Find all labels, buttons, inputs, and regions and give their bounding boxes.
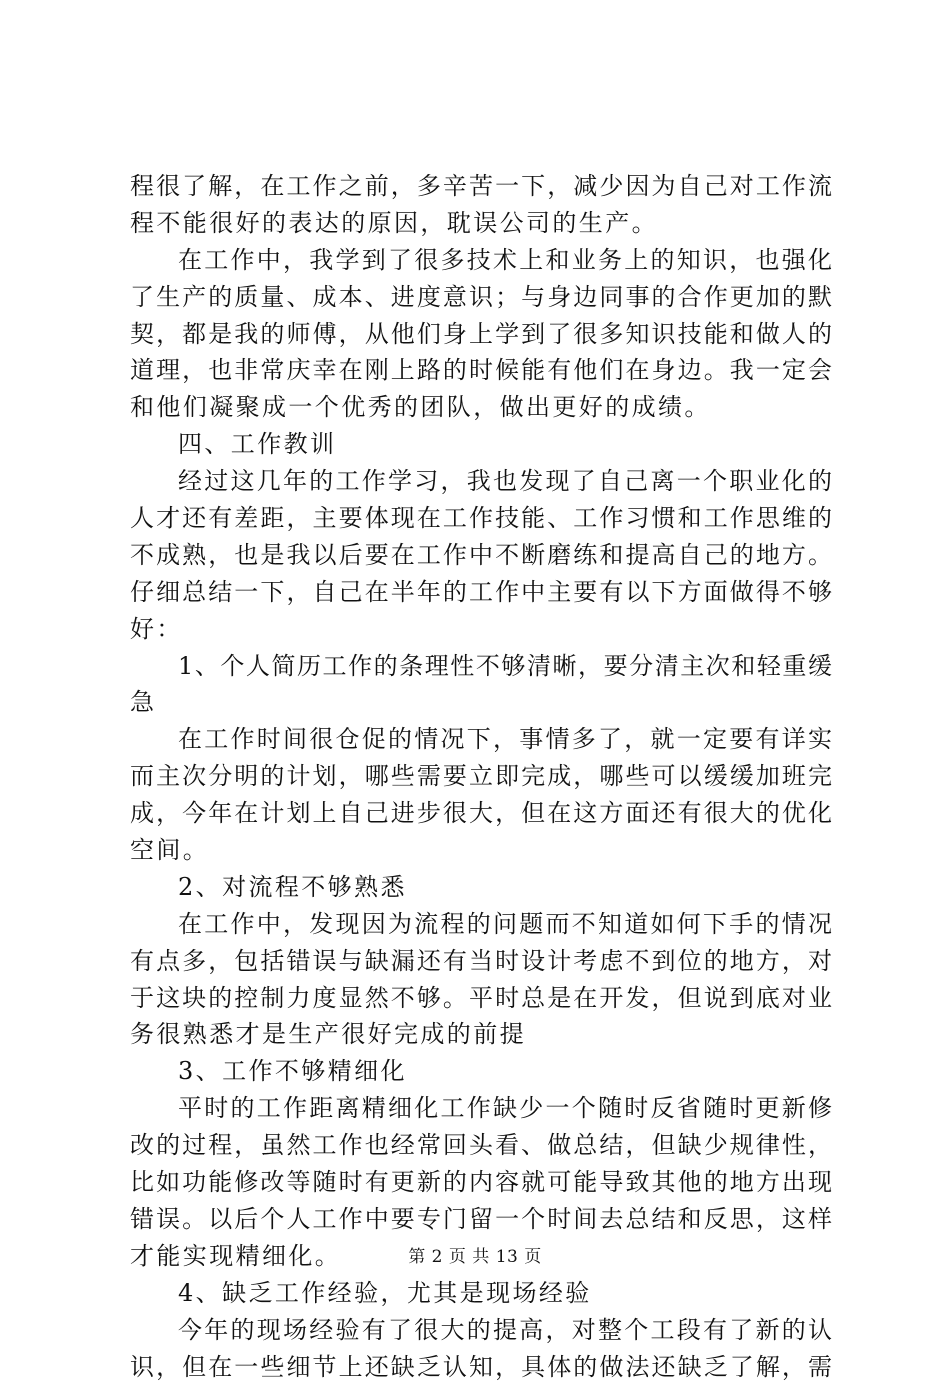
text-line: 程不能很好的表达的原因，耽误公司的生产。 [130,205,832,242]
text-line: 仔细总结一下，自己在半年的工作中主要有以下方面做得不够 [130,574,832,611]
text-line: 务很熟悉才是生产很好完成的前提 [130,1016,832,1053]
text-line: 于这块的控制力度显然不够。平时总是在开发，但说到底对业 [130,980,832,1017]
text-line: 2、对流程不够熟悉 [130,869,832,906]
text-line: 经过这几年的工作学习，我也发现了自己离一个职业化的 [130,463,832,500]
text-line: 不成熟，也是我以后要在工作中不断磨练和提高自己的地方。 [130,537,832,574]
text-line: 道理，也非常庆幸在刚上路的时候能有他们在身边。我一定会 [130,352,832,389]
text-line: 好： [130,611,832,648]
text-line: 改的过程，虽然工作也经常回头看、做总结，但缺少规律性， [130,1127,832,1164]
text-line: 四、工作教训 [130,426,832,463]
text-line: 比如功能修改等随时有更新的内容就可能导致其他的地方出现 [130,1164,832,1201]
text-line: 和他们凝聚成一个优秀的团队，做出更好的成绩。 [130,389,832,426]
document-body [130,168,832,1385]
text-line: 识，但在一些细节上还缺乏认知，具体的做法还缺乏了解，需 [130,1349,832,1385]
text-line: 在工作中，我学到了很多技术上和业务上的知识，也强化 [130,242,832,279]
text-line: 错误。以后个人工作中要专门留一个时间去总结和反思，这样 [130,1201,832,1238]
text-line: 而主次分明的计划，哪些需要立即完成，哪些可以缓缓加班完 [130,758,832,795]
text-line: 空间。 [130,832,832,869]
text-line: 在工作时间很仓促的情况下，事情多了，就一定要有详实 [130,721,832,758]
text-line: 契，都是我的师傅，从他们身上学到了很多知识技能和做人的 [130,316,832,353]
text-line: 人才还有差距，主要体现在工作技能、工作习惯和工作思维的 [130,500,832,537]
page-footer: 第 2 页 共 13 页 [0,1242,950,1267]
text-line: 了生产的质量、成本、进度意识；与身边同事的合作更加的默 [130,279,832,316]
text-line: 程很了解，在工作之前，多辛苦一下，减少因为自己对工作流 [130,168,832,205]
text-line: 有点多，包括错误与缺漏还有当时设计考虑不到位的地方，对 [130,943,832,980]
text-line: 才能实现精细化。 [130,1238,832,1275]
text-line: 在工作中，发现因为流程的问题而不知道如何下手的情况 [130,906,832,943]
text-line: 今年的现场经验有了很大的提高，对整个工段有了新的认 [130,1312,832,1349]
text-line: 平时的工作距离精细化工作缺少一个随时反省随时更新修 [130,1090,832,1127]
text-line: 4、缺乏工作经验，尤其是现场经验 [130,1275,832,1312]
text-line: 急 [130,684,832,721]
text-line: 1、个人简历工作的条理性不够清晰，要分清主次和轻重缓 [130,648,832,685]
text-line: 3、工作不够精细化 [130,1053,832,1090]
text-line: 成，今年在计划上自己进步很大，但在这方面还有很大的优化 [130,795,832,832]
